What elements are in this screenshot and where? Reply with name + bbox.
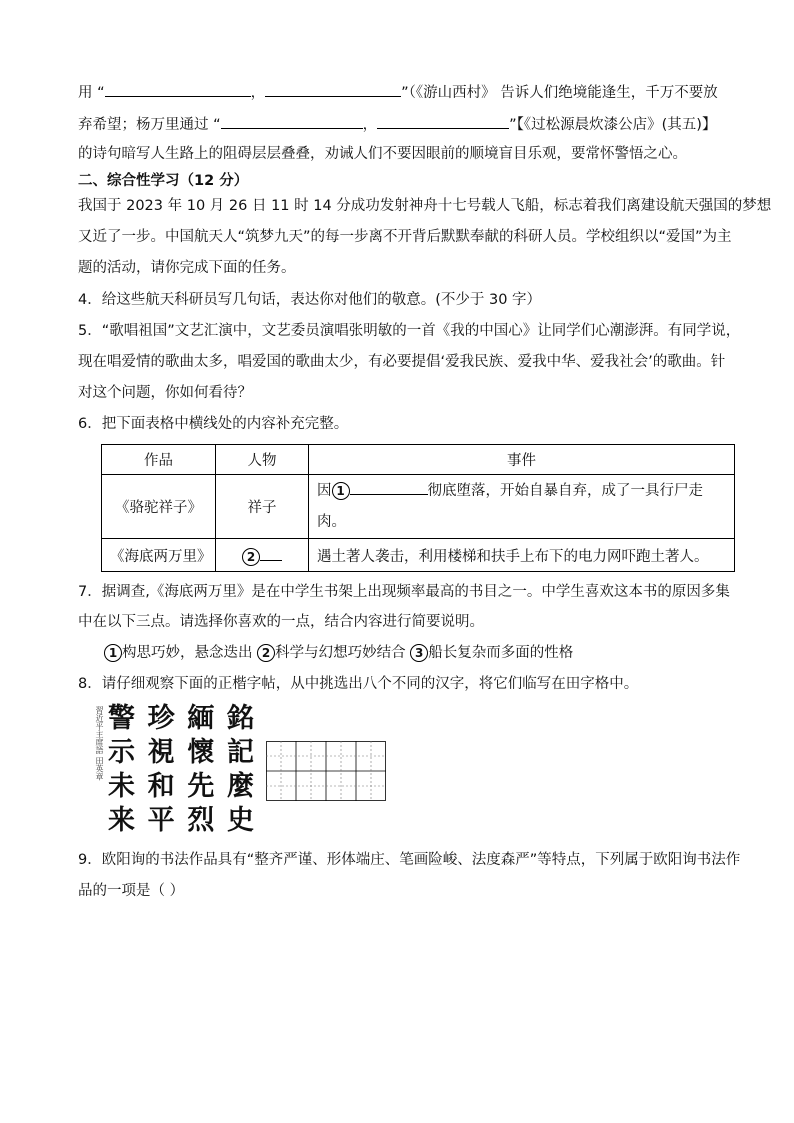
calligraphy-char: 史 bbox=[226, 805, 254, 836]
question-4: 4．给这些航天科研员写几句话，表达你对他们的敬意。(不少于 30 字） bbox=[78, 292, 542, 308]
table-header-event: 事件 bbox=[309, 445, 735, 475]
intro-line-1: 我国于 2023 年 10 月 26 日 11 时 14 分成功发射神舟十七号载人飞船，标志着我们离建设航天强国的梦想 bbox=[78, 198, 772, 214]
calligraphy-char: 警 bbox=[108, 703, 135, 734]
event-prefix: 因 bbox=[317, 482, 332, 499]
question-5-line-2: 现在唱爱情的歌曲太多，唱爱国的歌曲太少，有必要提倡‘爱我民族、爱我中华、爱我社会’的歌曲。针 bbox=[78, 354, 726, 370]
poem-line-2 bbox=[78, 112, 716, 135]
option-1: 构思巧妙，悬念迭出 bbox=[122, 645, 253, 661]
question-7-line-1: 7．据调查,《海底两万里》是在中学生书架上出现频率最高的书目之一。中学生喜欢这本书的原因多集 bbox=[78, 584, 730, 600]
calligraphy-char: 緬 bbox=[187, 703, 215, 734]
calligraphy-copybook bbox=[108, 702, 254, 840]
table-blank-2[interactable] bbox=[260, 544, 282, 561]
fill-blank-1[interactable] bbox=[105, 80, 251, 97]
table-header-work: 作品 bbox=[102, 445, 216, 475]
table-row bbox=[102, 539, 735, 572]
poem-line-2-text-b: ”【《过松源晨炊漆公店》(其五)】 bbox=[509, 117, 717, 133]
table-blank-1[interactable] bbox=[350, 478, 428, 495]
question-9-line-1: 9．欧阳询的书法作品具有“整齐严谨、形体端庄、笔画险峻、法度森严”等特点，下列属于欧阳询书法作 bbox=[78, 852, 741, 868]
fill-blank-2[interactable] bbox=[265, 80, 401, 97]
event-line-1: 彻底堕落，开始自暴自弃，成了一具行尸走 bbox=[427, 482, 703, 499]
calligraphy-char: 麼 bbox=[226, 771, 254, 802]
calligraphy-char: 珍 bbox=[147, 703, 175, 734]
section-heading: 二、综合性学习（12 分） bbox=[78, 173, 249, 189]
events-table bbox=[101, 444, 735, 572]
calligraphy-char: 和 bbox=[147, 771, 175, 802]
table-cell-person: 祥子 bbox=[216, 475, 309, 539]
poem-line-1-text-a: 用 “ bbox=[78, 85, 105, 101]
table-cell-person bbox=[216, 539, 309, 572]
calligraphy-char: 烈 bbox=[187, 805, 215, 836]
question-7-line-2: 中在以下三点。请选择你喜欢的一点，结合内容进行简要说明。 bbox=[78, 614, 484, 630]
calligraphy-char: 未 bbox=[108, 771, 135, 802]
calligraphy-char: 懷 bbox=[187, 737, 215, 768]
question-5-line-1: 5．“歌唱祖国”文艺汇演中，文艺委员演唱张明敏的一首《我的中国心》让同学们心潮澎湃。有同学说， bbox=[78, 323, 741, 339]
table-cell-work: 《海底两万里》 bbox=[102, 539, 216, 572]
calligraphy-char: 平 bbox=[147, 805, 175, 836]
blank-number-2: 2 bbox=[242, 548, 260, 566]
poem-line-2-sep: ， bbox=[362, 117, 378, 133]
option-number-2: 2 bbox=[257, 644, 275, 662]
poem-line-1-text-b: ”（《游山西村》 告诉人们绝境能逢生，千万不要放 bbox=[401, 85, 718, 101]
fill-blank-3[interactable] bbox=[221, 112, 363, 129]
calligraphy-row bbox=[108, 804, 254, 838]
option-number-1: 1 bbox=[104, 644, 122, 662]
calligraphy-char: 銘 bbox=[226, 703, 254, 734]
event-line-2: 肉。 bbox=[317, 513, 346, 530]
table-header-person: 人物 bbox=[216, 445, 309, 475]
table-cell-event: 遇土著人袭击，利用楼梯和扶手上布下的电力网吓跑土著人。 bbox=[309, 539, 735, 572]
calligraphy-inscription: 習近平主席語 田英章 bbox=[95, 706, 104, 781]
calligraphy-char: 先 bbox=[187, 771, 215, 802]
question-7-options bbox=[104, 643, 573, 663]
option-2: 科学与幻想巧妙结合 bbox=[275, 645, 406, 661]
question-9-line-2: 品的一项是（ ） bbox=[78, 883, 185, 899]
option-3: 船长复杂而多面的性格 bbox=[428, 645, 574, 661]
table-cell-event bbox=[309, 475, 735, 539]
calligraphy-row bbox=[108, 702, 254, 736]
blank-number-1: 1 bbox=[332, 482, 350, 500]
poem-line-3: 的诗句暗写人生路上的阻碍层层叠叠，劝诫人们不要因眼前的顺境盲目乐观，要常怀警悟之心。 bbox=[78, 146, 687, 162]
question-6: 6．把下面表格中横线处的内容补充完整。 bbox=[78, 416, 349, 432]
table-cell-work: 《骆驼祥子》 bbox=[102, 475, 216, 539]
intro-line-3: 题的活动，请你完成下面的任务。 bbox=[78, 260, 296, 276]
practice-grid[interactable] bbox=[266, 741, 386, 801]
calligraphy-char: 視 bbox=[147, 737, 175, 768]
poem-line-2-text-a: 弃希望；杨万里通过 “ bbox=[78, 117, 221, 133]
calligraphy-char: 記 bbox=[226, 737, 254, 768]
poem-line-1 bbox=[78, 80, 718, 103]
calligraphy-row bbox=[108, 736, 254, 770]
calligraphy-row bbox=[108, 770, 254, 804]
question-8: 8．请仔细观察下面的正楷字帖，从中挑选出八个不同的汉字，将它们临写在田字格中。 bbox=[78, 676, 639, 692]
calligraphy-char: 示 bbox=[108, 737, 135, 768]
fill-blank-4[interactable] bbox=[377, 112, 509, 129]
intro-line-2: 又近了一步。中国航天人“筑梦九天”的每一步离不开背后默默奉献的科研人员。学校组织以“爱国”为主 bbox=[78, 229, 732, 245]
poem-line-1-sep: ， bbox=[250, 85, 266, 101]
table-row bbox=[102, 475, 735, 539]
option-number-3: 3 bbox=[410, 644, 428, 662]
calligraphy-char: 来 bbox=[108, 805, 135, 836]
question-5-line-3: 对这个问题，你如何看待？ bbox=[78, 385, 252, 401]
